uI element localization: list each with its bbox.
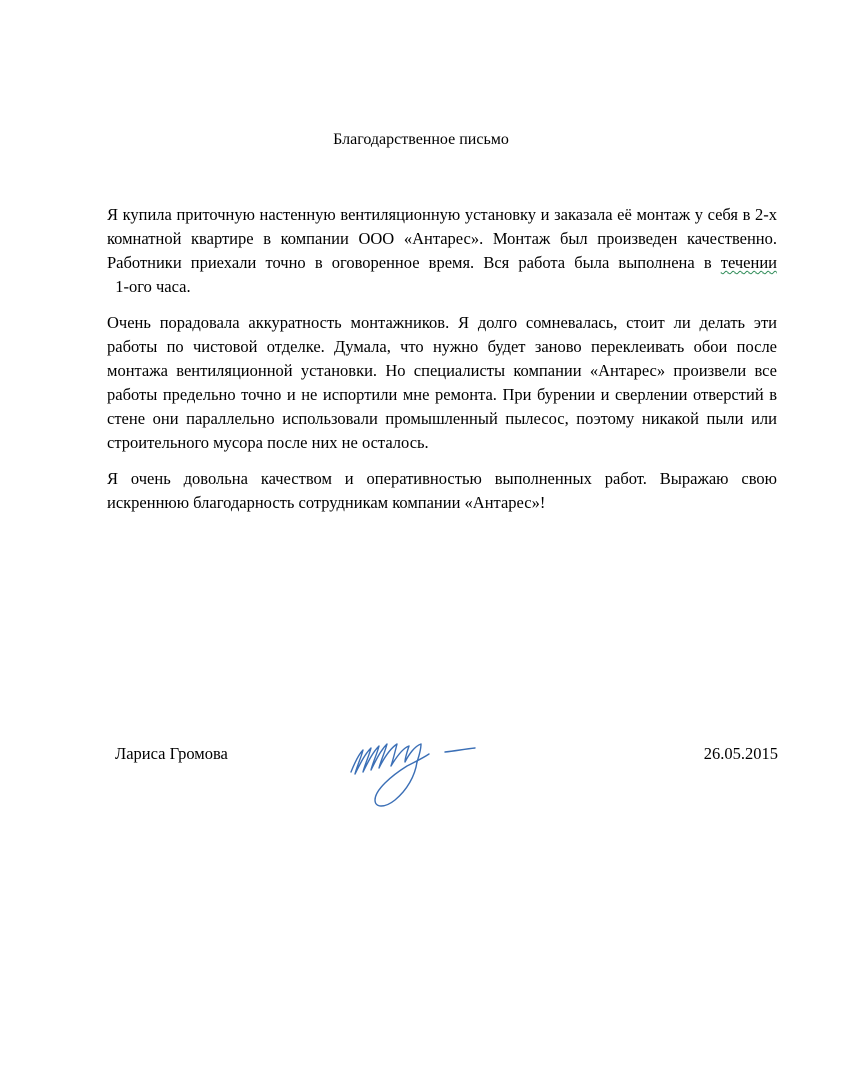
paragraph-1 [107,203,777,299]
handwritten-signature [345,732,480,812]
letter-title: Благодарственное письмо [333,131,509,148]
paragraph-1-text: Я купила приточную настенную вентиляционную установку и заказала её монтаж у себя в 2-х комнатной квартире в компании ООО «Антарес». Монтаж был произведен качественно. Работники приехали точно в оговоренное время. Вся работа была выполнена в [107,205,777,272]
signer-name: Лариса Громова [115,744,228,763]
spellcheck-flagged-word: течении [720,253,777,272]
paragraph-1-tail: 1-ого часа. [107,277,191,296]
letter-date: 26.05.2015 [703,744,778,763]
letter-body [107,203,777,527]
paragraph-3: Я очень довольна качеством и оперативностью выполненных работ. Выражаю свою искреннюю благодарность сотрудникам компании «Антарес»! [107,469,777,512]
paragraph-2: Очень порадовала аккуратность монтажников. Я долго сомневалась, стоит ли делать эти работы по чистовой отделке. Думала, что нужно будет заново переклеивать обои после монтажа вентиляционной установки. Но специалисты компании «Антарес» произвели все работы предельно точно и не испортили мне ремонта. При бурении и сверлении отверстий в стене они параллельно использовали промышленный пылесос, поэтому никакой пыли или строительного мусора после них не осталось. [107,313,777,452]
